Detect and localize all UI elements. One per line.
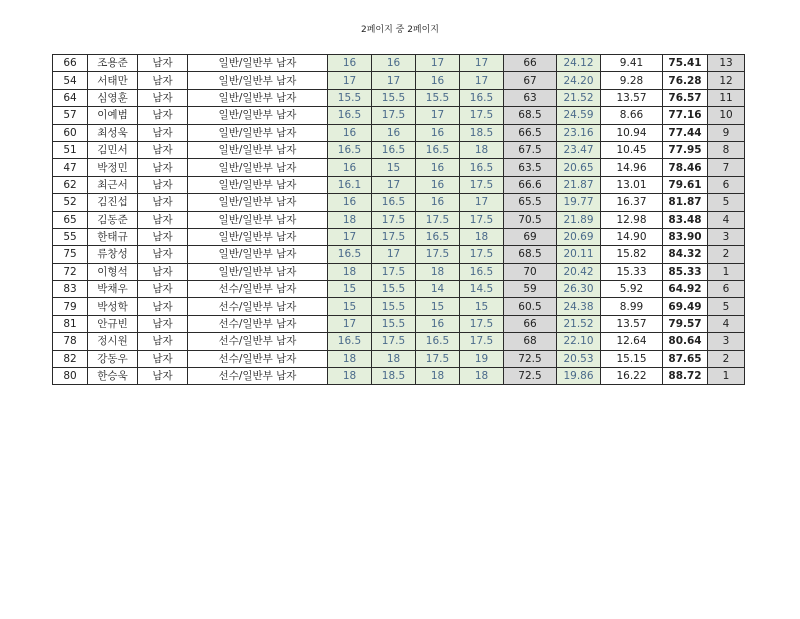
division-cell: 일반/일반부 남자 <box>188 263 328 280</box>
entry-number-cell: 81 <box>53 315 88 332</box>
entry-number-cell: 79 <box>53 298 88 315</box>
total-score-cell: 87.65 <box>663 350 708 367</box>
entry-number-cell: 52 <box>53 194 88 211</box>
additional-score-cell: 15.15 <box>601 350 663 367</box>
rank-cell: 3 <box>708 228 745 245</box>
entry-number-cell: 82 <box>53 350 88 367</box>
rank-cell: 1 <box>708 263 745 280</box>
division-cell: 선수/일반부 남자 <box>188 281 328 298</box>
table-row <box>53 281 745 298</box>
division-cell: 일반/일반부 남자 <box>188 211 328 228</box>
additional-score-cell: 5.92 <box>601 281 663 298</box>
gender-cell: 남자 <box>138 72 188 89</box>
division-cell: 일반/일반부 남자 <box>188 159 328 176</box>
judge-score-1-cell: 17 <box>328 315 372 332</box>
rank-cell: 10 <box>708 107 745 124</box>
additional-score-cell: 10.45 <box>601 141 663 158</box>
judge-score-2-cell: 16.5 <box>372 141 416 158</box>
judge-score-1-cell: 16 <box>328 194 372 211</box>
table-row <box>53 298 745 315</box>
entry-number-cell: 78 <box>53 333 88 350</box>
score-sum-cell: 70.5 <box>504 211 557 228</box>
rank-cell: 5 <box>708 194 745 211</box>
table-row <box>53 141 745 158</box>
table-row <box>53 55 745 72</box>
judge-score-1-cell: 16.5 <box>328 246 372 263</box>
judge-score-3-cell: 14 <box>416 281 460 298</box>
judge-score-2-cell: 15.5 <box>372 315 416 332</box>
score-percent-cell: 24.20 <box>557 72 601 89</box>
judge-score-4-cell: 17 <box>460 194 504 211</box>
total-score-cell: 88.72 <box>663 368 708 385</box>
judge-score-1-cell: 18 <box>328 368 372 385</box>
judge-score-4-cell: 15 <box>460 298 504 315</box>
judge-score-1-cell: 18 <box>328 263 372 280</box>
gender-cell: 남자 <box>138 194 188 211</box>
athlete-name-cell: 조용준 <box>88 55 138 72</box>
rank-cell: 4 <box>708 315 745 332</box>
score-sum-cell: 63.5 <box>504 159 557 176</box>
gender-cell: 남자 <box>138 159 188 176</box>
judge-score-2-cell: 15.5 <box>372 298 416 315</box>
judge-score-3-cell: 16 <box>416 315 460 332</box>
athlete-name-cell: 최성욱 <box>88 124 138 141</box>
gender-cell: 남자 <box>138 281 188 298</box>
judge-score-4-cell: 18 <box>460 368 504 385</box>
table-row <box>53 107 745 124</box>
judge-score-1-cell: 16.1 <box>328 176 372 193</box>
athlete-name-cell: 정시원 <box>88 333 138 350</box>
score-percent-cell: 21.89 <box>557 211 601 228</box>
total-score-cell: 79.57 <box>663 315 708 332</box>
judge-score-2-cell: 16 <box>372 55 416 72</box>
entry-number-cell: 72 <box>53 263 88 280</box>
judge-score-2-cell: 17.5 <box>372 211 416 228</box>
rank-cell: 4 <box>708 211 745 228</box>
entry-number-cell: 62 <box>53 176 88 193</box>
division-cell: 일반/일반부 남자 <box>188 124 328 141</box>
rank-cell: 2 <box>708 246 745 263</box>
rank-cell: 11 <box>708 89 745 106</box>
score-percent-cell: 23.16 <box>557 124 601 141</box>
judge-score-1-cell: 17 <box>328 228 372 245</box>
division-cell: 일반/일반부 남자 <box>188 107 328 124</box>
judge-score-2-cell: 17.5 <box>372 107 416 124</box>
additional-score-cell: 16.22 <box>601 368 663 385</box>
total-score-cell: 85.33 <box>663 263 708 280</box>
division-cell: 선수/일반부 남자 <box>188 333 328 350</box>
gender-cell: 남자 <box>138 89 188 106</box>
rank-cell: 7 <box>708 159 745 176</box>
athlete-name-cell: 이형석 <box>88 263 138 280</box>
score-sum-cell: 65.5 <box>504 194 557 211</box>
score-sum-cell: 68.5 <box>504 246 557 263</box>
additional-score-cell: 9.28 <box>601 72 663 89</box>
judge-score-3-cell: 16.5 <box>416 228 460 245</box>
judge-score-3-cell: 16 <box>416 194 460 211</box>
division-cell: 일반/일반부 남자 <box>188 141 328 158</box>
score-percent-cell: 20.69 <box>557 228 601 245</box>
athlete-name-cell: 서태만 <box>88 72 138 89</box>
gender-cell: 남자 <box>138 107 188 124</box>
athlete-name-cell: 안규빈 <box>88 315 138 332</box>
additional-score-cell: 13.01 <box>601 176 663 193</box>
table-row <box>53 368 745 385</box>
gender-cell: 남자 <box>138 124 188 141</box>
total-score-cell: 75.41 <box>663 55 708 72</box>
score-sum-cell: 68.5 <box>504 107 557 124</box>
rank-cell: 8 <box>708 141 745 158</box>
additional-score-cell: 8.99 <box>601 298 663 315</box>
total-score-cell: 77.95 <box>663 141 708 158</box>
judge-score-3-cell: 16 <box>416 176 460 193</box>
athlete-name-cell: 박성학 <box>88 298 138 315</box>
gender-cell: 남자 <box>138 246 188 263</box>
total-score-cell: 76.57 <box>663 89 708 106</box>
score-sum-cell: 66 <box>504 315 557 332</box>
division-cell: 선수/일반부 남자 <box>188 368 328 385</box>
rank-cell: 2 <box>708 350 745 367</box>
entry-number-cell: 54 <box>53 72 88 89</box>
total-score-cell: 78.46 <box>663 159 708 176</box>
judge-score-3-cell: 18 <box>416 368 460 385</box>
gender-cell: 남자 <box>138 368 188 385</box>
rank-cell: 12 <box>708 72 745 89</box>
gender-cell: 남자 <box>138 350 188 367</box>
judge-score-2-cell: 16.5 <box>372 194 416 211</box>
division-cell: 일반/일반부 남자 <box>188 246 328 263</box>
page-indicator: 2페이지 중 2페이지 <box>360 25 440 35</box>
entry-number-cell: 64 <box>53 89 88 106</box>
total-score-cell: 77.44 <box>663 124 708 141</box>
table-row <box>53 159 745 176</box>
additional-score-cell: 13.57 <box>601 89 663 106</box>
table-row <box>53 333 745 350</box>
judge-score-3-cell: 16 <box>416 72 460 89</box>
judge-score-2-cell: 17.5 <box>372 263 416 280</box>
score-sum-cell: 59 <box>504 281 557 298</box>
score-sum-cell: 70 <box>504 263 557 280</box>
judge-score-4-cell: 17.5 <box>460 107 504 124</box>
total-score-cell: 76.28 <box>663 72 708 89</box>
division-cell: 일반/일반부 남자 <box>188 176 328 193</box>
division-cell: 일반/일반부 남자 <box>188 55 328 72</box>
entry-number-cell: 75 <box>53 246 88 263</box>
entry-number-cell: 80 <box>53 368 88 385</box>
judge-score-2-cell: 17.5 <box>372 333 416 350</box>
judge-score-4-cell: 17.5 <box>460 315 504 332</box>
division-cell: 일반/일반부 남자 <box>188 89 328 106</box>
judge-score-4-cell: 17.5 <box>460 211 504 228</box>
judge-score-2-cell: 17 <box>372 72 416 89</box>
entry-number-cell: 47 <box>53 159 88 176</box>
table-row <box>53 211 745 228</box>
score-percent-cell: 26.30 <box>557 281 601 298</box>
additional-score-cell: 16.37 <box>601 194 663 211</box>
athlete-name-cell: 박채우 <box>88 281 138 298</box>
athlete-name-cell: 강동우 <box>88 350 138 367</box>
judge-score-1-cell: 16 <box>328 124 372 141</box>
total-score-cell: 83.48 <box>663 211 708 228</box>
judge-score-2-cell: 16 <box>372 124 416 141</box>
entry-number-cell: 83 <box>53 281 88 298</box>
athlete-name-cell: 한승욱 <box>88 368 138 385</box>
additional-score-cell: 14.90 <box>601 228 663 245</box>
judge-score-3-cell: 15.5 <box>416 89 460 106</box>
table-row <box>53 194 745 211</box>
score-sum-cell: 67 <box>504 72 557 89</box>
additional-score-cell: 12.64 <box>601 333 663 350</box>
total-score-cell: 77.16 <box>663 107 708 124</box>
total-score-cell: 81.87 <box>663 194 708 211</box>
rank-cell: 3 <box>708 333 745 350</box>
athlete-name-cell: 김진섭 <box>88 194 138 211</box>
judge-score-3-cell: 16.5 <box>416 333 460 350</box>
judge-score-4-cell: 19 <box>460 350 504 367</box>
judge-score-1-cell: 17 <box>328 72 372 89</box>
total-score-cell: 79.61 <box>663 176 708 193</box>
gender-cell: 남자 <box>138 315 188 332</box>
division-cell: 선수/일반부 남자 <box>188 298 328 315</box>
judge-score-4-cell: 17.5 <box>460 176 504 193</box>
entry-number-cell: 66 <box>53 55 88 72</box>
total-score-cell: 80.64 <box>663 333 708 350</box>
score-percent-cell: 20.65 <box>557 159 601 176</box>
athlete-name-cell: 류창성 <box>88 246 138 263</box>
athlete-name-cell: 최근서 <box>88 176 138 193</box>
judge-score-1-cell: 18 <box>328 350 372 367</box>
rank-cell: 13 <box>708 55 745 72</box>
judge-score-3-cell: 15 <box>416 298 460 315</box>
additional-score-cell: 15.33 <box>601 263 663 280</box>
additional-score-cell: 15.82 <box>601 246 663 263</box>
additional-score-cell: 12.98 <box>601 211 663 228</box>
entry-number-cell: 57 <box>53 107 88 124</box>
results-table-body <box>53 55 745 385</box>
gender-cell: 남자 <box>138 333 188 350</box>
rank-cell: 9 <box>708 124 745 141</box>
judge-score-1-cell: 15 <box>328 281 372 298</box>
total-score-cell: 69.49 <box>663 298 708 315</box>
judge-score-4-cell: 16.5 <box>460 263 504 280</box>
judge-score-2-cell: 18.5 <box>372 368 416 385</box>
results-table <box>52 54 745 385</box>
total-score-cell: 83.90 <box>663 228 708 245</box>
athlete-name-cell: 김동준 <box>88 211 138 228</box>
judge-score-4-cell: 17 <box>460 72 504 89</box>
judge-score-4-cell: 16.5 <box>460 159 504 176</box>
division-cell: 선수/일반부 남자 <box>188 315 328 332</box>
table-row <box>53 124 745 141</box>
score-percent-cell: 19.77 <box>557 194 601 211</box>
judge-score-3-cell: 17.5 <box>416 246 460 263</box>
gender-cell: 남자 <box>138 55 188 72</box>
gender-cell: 남자 <box>138 228 188 245</box>
score-percent-cell: 23.47 <box>557 141 601 158</box>
score-sum-cell: 66 <box>504 55 557 72</box>
judge-score-1-cell: 15 <box>328 298 372 315</box>
score-sum-cell: 72.5 <box>504 368 557 385</box>
judge-score-3-cell: 17.5 <box>416 350 460 367</box>
judge-score-3-cell: 17.5 <box>416 211 460 228</box>
judge-score-2-cell: 15.5 <box>372 89 416 106</box>
score-sum-cell: 60.5 <box>504 298 557 315</box>
athlete-name-cell: 심영훈 <box>88 89 138 106</box>
judge-score-3-cell: 17 <box>416 55 460 72</box>
judge-score-4-cell: 18.5 <box>460 124 504 141</box>
judge-score-2-cell: 15.5 <box>372 281 416 298</box>
score-sum-cell: 63 <box>504 89 557 106</box>
table-row <box>53 350 745 367</box>
judge-score-3-cell: 17 <box>416 107 460 124</box>
score-percent-cell: 24.12 <box>557 55 601 72</box>
score-sum-cell: 68 <box>504 333 557 350</box>
entry-number-cell: 65 <box>53 211 88 228</box>
total-score-cell: 84.32 <box>663 246 708 263</box>
additional-score-cell: 9.41 <box>601 55 663 72</box>
judge-score-1-cell: 16 <box>328 159 372 176</box>
athlete-name-cell: 이예범 <box>88 107 138 124</box>
score-percent-cell: 21.87 <box>557 176 601 193</box>
judge-score-4-cell: 16.5 <box>460 89 504 106</box>
judge-score-1-cell: 16.5 <box>328 141 372 158</box>
gender-cell: 남자 <box>138 141 188 158</box>
judge-score-1-cell: 15.5 <box>328 89 372 106</box>
table-row <box>53 315 745 332</box>
score-percent-cell: 19.86 <box>557 368 601 385</box>
table-row <box>53 263 745 280</box>
judge-score-3-cell: 18 <box>416 263 460 280</box>
judge-score-2-cell: 17.5 <box>372 228 416 245</box>
table-row <box>53 72 745 89</box>
total-score-cell: 64.92 <box>663 281 708 298</box>
rank-cell: 1 <box>708 368 745 385</box>
judge-score-4-cell: 17.5 <box>460 333 504 350</box>
judge-score-4-cell: 18 <box>460 141 504 158</box>
score-sum-cell: 67.5 <box>504 141 557 158</box>
judge-score-3-cell: 16 <box>416 159 460 176</box>
judge-score-4-cell: 14.5 <box>460 281 504 298</box>
score-sum-cell: 66.6 <box>504 176 557 193</box>
score-percent-cell: 20.53 <box>557 350 601 367</box>
judge-score-2-cell: 17 <box>372 246 416 263</box>
gender-cell: 남자 <box>138 176 188 193</box>
score-percent-cell: 24.59 <box>557 107 601 124</box>
judge-score-1-cell: 16.5 <box>328 107 372 124</box>
division-cell: 선수/일반부 남자 <box>188 350 328 367</box>
score-percent-cell: 24.38 <box>557 298 601 315</box>
additional-score-cell: 14.96 <box>601 159 663 176</box>
judge-score-1-cell: 18 <box>328 211 372 228</box>
judge-score-4-cell: 18 <box>460 228 504 245</box>
athlete-name-cell: 김민서 <box>88 141 138 158</box>
score-percent-cell: 21.52 <box>557 315 601 332</box>
gender-cell: 남자 <box>138 211 188 228</box>
judge-score-2-cell: 15 <box>372 159 416 176</box>
division-cell: 일반/일반부 남자 <box>188 72 328 89</box>
additional-score-cell: 10.94 <box>601 124 663 141</box>
additional-score-cell: 8.66 <box>601 107 663 124</box>
score-percent-cell: 20.42 <box>557 263 601 280</box>
table-row <box>53 228 745 245</box>
judge-score-3-cell: 16 <box>416 124 460 141</box>
judge-score-4-cell: 17 <box>460 55 504 72</box>
score-percent-cell: 22.10 <box>557 333 601 350</box>
score-sum-cell: 72.5 <box>504 350 557 367</box>
judge-score-2-cell: 18 <box>372 350 416 367</box>
score-percent-cell: 21.52 <box>557 89 601 106</box>
rank-cell: 6 <box>708 281 745 298</box>
judge-score-4-cell: 17.5 <box>460 246 504 263</box>
table-row <box>53 176 745 193</box>
score-sum-cell: 66.5 <box>504 124 557 141</box>
entry-number-cell: 60 <box>53 124 88 141</box>
judge-score-1-cell: 16.5 <box>328 333 372 350</box>
score-percent-cell: 20.11 <box>557 246 601 263</box>
rank-cell: 6 <box>708 176 745 193</box>
entry-number-cell: 55 <box>53 228 88 245</box>
table-row <box>53 89 745 106</box>
judge-score-1-cell: 16 <box>328 55 372 72</box>
additional-score-cell: 13.57 <box>601 315 663 332</box>
athlete-name-cell: 한태규 <box>88 228 138 245</box>
score-sum-cell: 69 <box>504 228 557 245</box>
division-cell: 일반/일반부 남자 <box>188 194 328 211</box>
athlete-name-cell: 박정민 <box>88 159 138 176</box>
judge-score-2-cell: 17 <box>372 176 416 193</box>
division-cell: 일반/일반부 남자 <box>188 228 328 245</box>
entry-number-cell: 51 <box>53 141 88 158</box>
judge-score-3-cell: 16.5 <box>416 141 460 158</box>
gender-cell: 남자 <box>138 263 188 280</box>
table-row <box>53 246 745 263</box>
gender-cell: 남자 <box>138 298 188 315</box>
rank-cell: 5 <box>708 298 745 315</box>
